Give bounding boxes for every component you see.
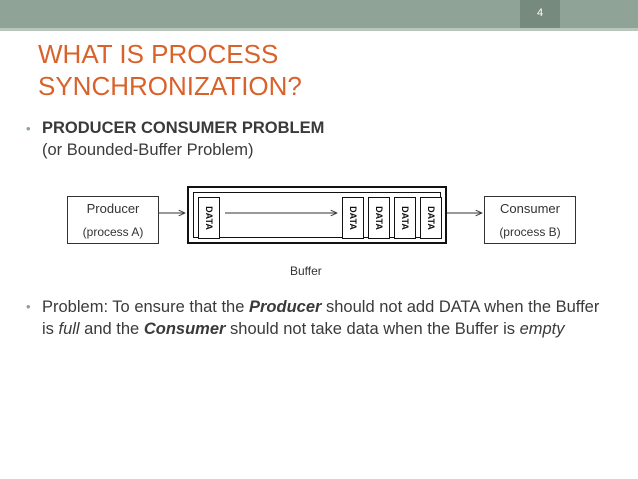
producer-emphasis: Producer [248, 298, 322, 316]
problem-text-part: and the [79, 320, 144, 338]
buffer-cell [368, 197, 390, 239]
cell-label: DATA [400, 206, 410, 230]
buffer-cell [342, 197, 364, 239]
buffer-cell [394, 197, 416, 239]
page-number: 4 [520, 0, 560, 28]
buffer-cell [198, 197, 220, 239]
cell-label: DATA [374, 206, 384, 230]
cell-label: DATA [204, 206, 214, 230]
bullet-dot: • [26, 299, 31, 314]
bullet-subheading: (or Bounded-Buffer Problem) [42, 141, 254, 159]
problem-text-part: should not take data when the Buffer is [225, 320, 520, 338]
producer-label: Producer [86, 201, 140, 216]
slide-title [38, 38, 598, 102]
title-line-2: SYNCHRONIZATION? [38, 71, 302, 101]
bullet-dot: • [26, 121, 31, 136]
buffer-inner [193, 192, 441, 238]
bullet-heading: PRODUCER CONSUMER PROBLEM [42, 119, 325, 137]
cell-label: DATA [426, 206, 436, 230]
buffer-cell [420, 197, 442, 239]
consumer-sub: (process B) [499, 225, 561, 239]
top-banner-strip [0, 28, 638, 31]
consumer-emphasis: Consumer [143, 320, 226, 338]
consumer-label: Consumer [500, 201, 560, 216]
problem-text-part: Problem: To ensure that the [42, 298, 249, 316]
cell-label: DATA [348, 206, 358, 230]
producer-box [67, 196, 159, 244]
buffer-label: Buffer [290, 264, 322, 278]
producer-sub: (process A) [82, 225, 144, 239]
full-emphasis: full [58, 320, 80, 338]
title-line-1: WHAT IS PROCESS [38, 39, 279, 69]
problem-text-part: should not add DATA when the Buffer is [42, 298, 600, 338]
buffer [187, 186, 447, 244]
consumer-box [484, 196, 576, 244]
problem-text [42, 296, 602, 340]
producer-consumer-diagram [0, 186, 638, 286]
empty-emphasis: empty [519, 320, 565, 338]
